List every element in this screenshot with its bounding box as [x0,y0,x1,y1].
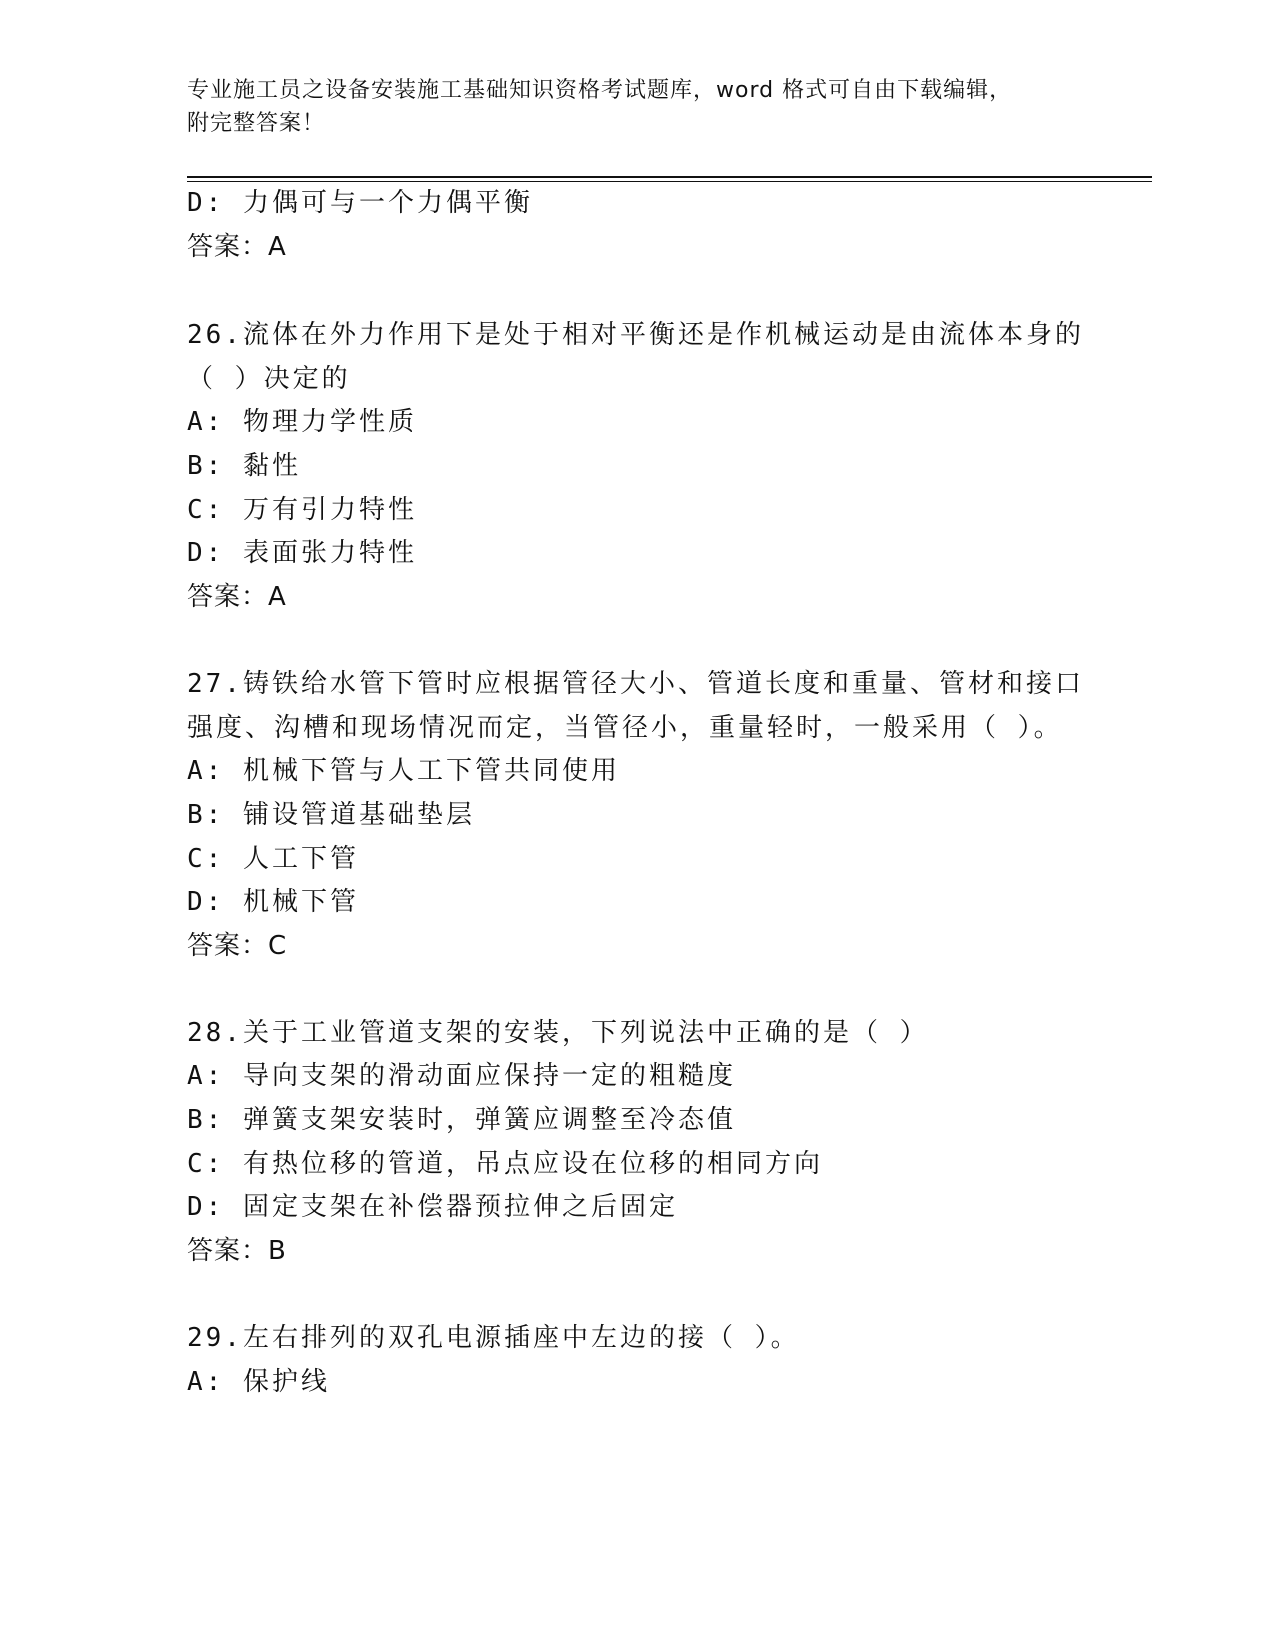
document-header [187,74,1067,140]
q28-option-a: A: 导向支架的滑动面应保持一定的粗糙度 [187,1061,736,1091]
header-divider-thin [187,181,1152,182]
q27-stem-line-1: 27.铸铁给水管下管时应根据管径大小、管道长度和重量、管材和接口 [187,669,1084,699]
q26-answer: 答案：A [187,582,287,612]
q28-answer: 答案：B [187,1236,287,1266]
q26-option-b: B: 黏性 [187,451,301,481]
q27-answer: 答案：C [187,931,288,961]
q28-option-b: B: 弹簧支架安装时，弹簧应调整至冷态值 [187,1105,736,1135]
q28-option-c: C: 有热位移的管道，吊点应设在位移的相同方向 [187,1149,823,1179]
q27-stem-line-2: 强度、沟槽和现场情况而定，当管径小，重量轻时，一般采用（ ）。 [187,713,1063,743]
q27-option-a: A: 机械下管与人工下管共同使用 [187,756,620,786]
q27-option-b: B: 铺设管道基础垫层 [187,800,475,830]
q27-option-d: D: 机械下管 [187,887,359,917]
q25-option-d: D: 力偶可与一个力偶平衡 [187,188,533,218]
q29-stem-line-1: 29.左右排列的双孔电源插座中左边的接（ ）。 [187,1323,800,1353]
q26-option-d: D: 表面张力特性 [187,538,417,568]
q28-stem-line-1: 28.关于工业管道支架的安装，下列说法中正确的是（ ） [187,1018,929,1048]
header-line-1: 专业施工员之设备安装施工基础知识资格考试题库，word 格式可自由下载编辑， [187,78,1013,103]
q26-stem-line-2: （ ）决定的 [187,364,351,394]
q28-option-d: D: 固定支架在补偿器预拉伸之后固定 [187,1192,678,1222]
q26-option-c: C: 万有引力特性 [187,495,417,525]
q27-option-c: C: 人工下管 [187,844,359,874]
q29-option-a: A: 保护线 [187,1367,330,1397]
header-divider-thick [187,176,1152,178]
q26-stem-line-1: 26.流体在外力作用下是处于相对平衡还是作机械运动是由流体本身的 [187,320,1084,350]
q26-option-a: A: 物理力学性质 [187,407,417,437]
header-line-2: 附完整答案！ [187,111,326,136]
q25-answer: 答案：A [187,232,287,262]
